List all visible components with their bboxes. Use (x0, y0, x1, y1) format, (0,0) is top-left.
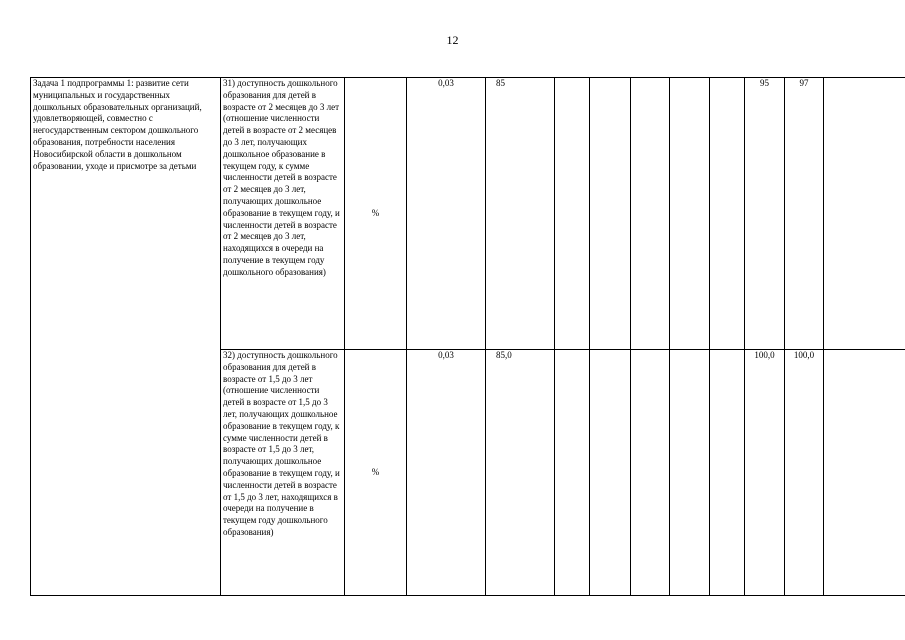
value-cell: 100,0 (745, 350, 785, 596)
unit-cell: % (345, 350, 407, 596)
unit-cell: % (345, 78, 407, 350)
value-cell: 97 (785, 78, 824, 350)
value-cell: 0,03 (407, 350, 486, 596)
value-cell: 85 (486, 78, 555, 350)
value-cell: 95 (745, 78, 785, 350)
indicator-name: 31) доступность дошкольного образования для детей в возрасте от 2 месяцев до 3 лет (отношение численности детей в возрасте от 2 месяцев до 3 лет, получающих дошкольное образование в текущем году, к сумме численности детей в возрасте от 2 месяцев до 3 лет, получающих дошкольное образование в текущем году, и численности детей в возрасте от 2 месяцев до 3 лет, находящихся в очереди на получение в текущем году дошкольного образования) (221, 78, 345, 350)
indicator-name: 32) доступность дошкольного образования для детей в возрасте от 1,5 до 3 лет (отношение численности детей в возрасте от 1,5 до 3 лет, получающих дошкольное образование в текущем году, к сумме численности детей в возрасте от 1,5 до 3 лет, получающих дошкольное образование в текущем году, и численности детей в возрасте от 1,5 до 3 лет, находящихся в очереди на получение в текущем году дошкольного образования) (221, 350, 345, 596)
value-cell: 0,03 (407, 78, 486, 350)
indicators-table (30, 77, 905, 596)
value-cell: 100,0 (785, 350, 824, 596)
value-cell (555, 350, 590, 596)
value-cell: 85,0 (486, 350, 555, 596)
value-cell (555, 78, 590, 350)
table-row (31, 78, 905, 350)
value-cell (710, 78, 745, 350)
value-cell (670, 350, 710, 596)
value-cell (824, 350, 905, 596)
value-cell (824, 78, 905, 350)
table-row (31, 350, 905, 596)
page-number: 12 (446, 33, 459, 47)
value-cell (590, 78, 631, 350)
task-description: Задача 1 подпрограммы 1: развитие сети муниципальных и государственных дошкольных образовательных организаций, удовлетворяющей, совместно с негосударственным сектором дошкольного образования, потребности населения Новосибирской области в дошкольном образовании, уходе и присмотре за детьми (31, 78, 221, 350)
value-cell (590, 350, 631, 596)
value-cell (631, 350, 670, 596)
task-description-continued (31, 350, 221, 596)
value-cell (670, 78, 710, 350)
value-cell (631, 78, 670, 350)
value-cell (710, 350, 745, 596)
